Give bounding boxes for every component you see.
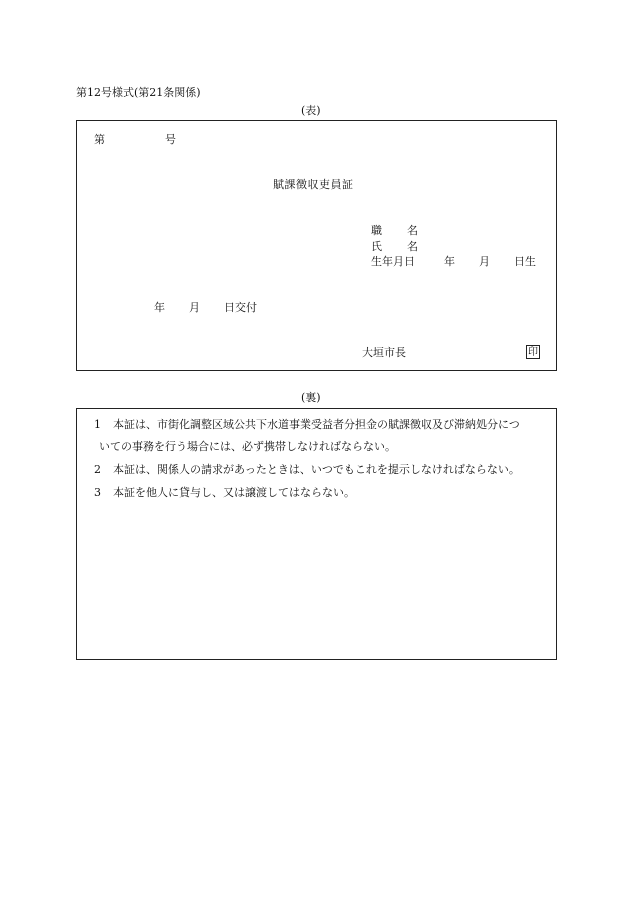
rule-item-3-text: 本証を他人に貸与し、又は譲渡してはならない。 [113, 486, 355, 499]
seal-stamp: 印 [528, 347, 538, 358]
issue-month-unit: 月 [189, 301, 200, 314]
form-title: 第12号様式(第21条関係) [76, 86, 201, 99]
rule-item-1-continuation: いての事務を行う場合には、必ず携帯しなければならない。 [99, 440, 396, 453]
front-card [76, 120, 557, 371]
issue-day-unit: 日交付 [224, 301, 257, 314]
front-side-label: (表) [301, 104, 321, 117]
rule-item-1-number: 1 [94, 418, 101, 431]
rule-item-2-text: 本証は、関係人の請求があったときは、いつでもこれを提示しなければならない。 [113, 463, 520, 476]
birth-year-unit: 年 [444, 255, 455, 268]
back-card [76, 408, 557, 660]
rule-item-3-number: 3 [94, 486, 101, 499]
certificate-number-suffix: 号 [165, 133, 176, 146]
rule-item-2-number: 2 [94, 463, 101, 476]
field-job-title-char2: 名 [407, 224, 418, 237]
card-title: 賦課徴収吏員証 [273, 178, 354, 191]
certificate-number-prefix: 第 [94, 133, 105, 146]
field-job-title-char1: 職 [371, 224, 382, 237]
rule-item-1-text: 本証は、市街化調整区域公共下水道事業受益者分担金の賦課徴収及び滞納処分につ [113, 418, 520, 431]
field-name-char2: 名 [407, 240, 418, 253]
issuer-mayor: 大垣市長 [362, 346, 406, 359]
field-name [371, 241, 418, 252]
birth-month-unit: 月 [479, 255, 490, 268]
back-side-label: (裏) [301, 391, 321, 404]
field-job-title [371, 225, 418, 236]
field-birthdate: 生年月日 [371, 255, 415, 268]
birth-day-unit: 日生 [514, 255, 536, 268]
field-name-char1: 氏 [371, 240, 382, 253]
issue-year-unit: 年 [154, 301, 165, 314]
